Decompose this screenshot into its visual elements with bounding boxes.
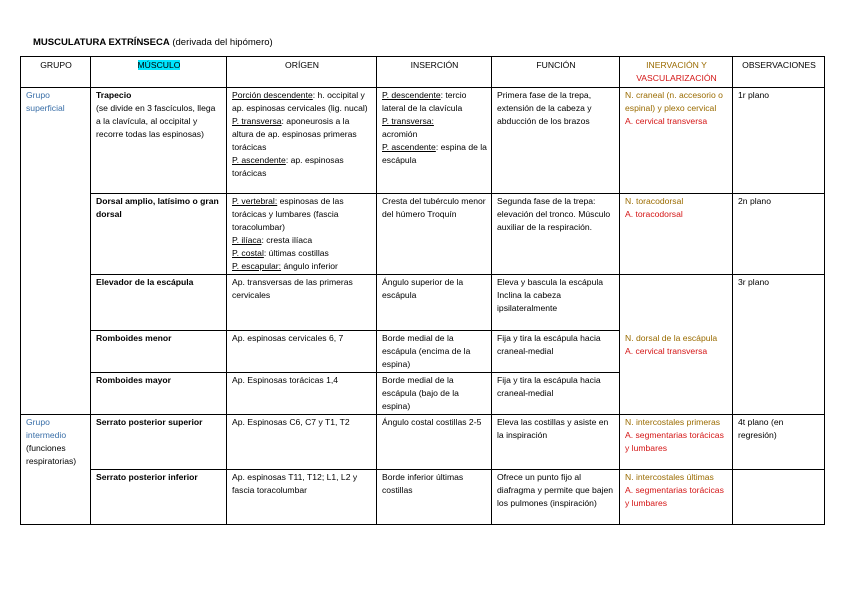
title-main: MUSCULATURA EXTRÍNSECA: [33, 37, 170, 48]
insertion-serrato-superior: Ángulo costal costillas 2-5: [377, 415, 492, 470]
innervation-trapecio: [620, 88, 733, 194]
artery-text: A. toracodorsal: [625, 209, 683, 219]
insertion-serrato-inferior: Borde inferior últimas costillas: [377, 470, 492, 525]
header-origen: ORÍGEN: [227, 57, 377, 88]
insertion-label: P. ascendente: [382, 142, 436, 152]
origin-label: P. ascendente: [232, 155, 286, 165]
muscle-note: (se divide en 3 fascículos, llega a la clavícula, al occipital y recorre todas las espinosas): [96, 103, 216, 139]
insertion-label: P. descendente: [382, 90, 441, 100]
insertion-trapecio: [377, 88, 492, 194]
insertion-text: : espina de la escápula: [382, 142, 487, 165]
row-dorsal: [21, 194, 825, 275]
origin-text: : cresta ilíaca: [261, 235, 313, 245]
nerve-text: N. toracodorsal: [625, 196, 684, 206]
header-insercion: INSERCIÓN: [377, 57, 492, 88]
insertion-text: acromión: [382, 129, 418, 139]
innervation-serrato-inferior: [620, 470, 733, 525]
group-intermedio-label: Grupo intermedio: [26, 417, 67, 440]
muscle-table: [20, 56, 825, 525]
obs-serrato-inferior: [733, 470, 825, 525]
insertion-romboides-menor: Borde medial de la escápula (encima de la espina): [377, 331, 492, 373]
group-superficial: Grupo superficial: [21, 88, 91, 415]
artery-text: A. segmentarias torácicas y lumbares: [625, 485, 724, 508]
row-elevador: [21, 275, 825, 331]
nerve-text: N. dorsal de la escápula: [625, 332, 718, 343]
insertion-elevador: Ángulo superior de la escápula: [377, 275, 492, 331]
innervation-serrato-superior: [620, 415, 733, 470]
origin-label: P. transversa: [232, 116, 282, 126]
origin-label: P. escapular:: [232, 261, 282, 271]
function-elevador: [492, 275, 620, 331]
innervation-dorsal: [620, 194, 733, 275]
muscle-trapecio: [91, 88, 227, 194]
row-serrato-inferior: [21, 470, 825, 525]
obs-trapecio: 1r plano: [733, 88, 825, 194]
header-inervacion: [620, 57, 733, 88]
header-observaciones: OBSERVACIONES: [733, 57, 825, 88]
nerve-text: N. craneal (n. accesorio o espinal) y plexo cervical: [625, 90, 723, 113]
header-inervacion-line2: VASCULARIZACIÓN: [636, 73, 717, 83]
title-sub: (derivada del hipómero): [172, 37, 273, 48]
origin-serrato-superior: Ap. Espinosas C6, C7 y T1, T2: [227, 415, 377, 470]
insertion-text: : tercio lateral de la clavícula: [382, 90, 467, 113]
muscle-dorsal: Dorsal amplio, latísimo o gran dorsal: [91, 194, 227, 275]
nerve-text: N. intercostales primeras: [625, 417, 721, 427]
nerve-text: N. intercostales últimas: [625, 472, 714, 482]
artery-text: A. segmentarias torácicas y lumbares: [625, 430, 724, 453]
origin-text: : h. occipital y ap. espinosas cervicales (lig. nucal): [232, 90, 368, 113]
muscle-romboides-mayor: Romboides mayor: [91, 373, 227, 415]
document-title: [33, 37, 273, 48]
function-serrato-superior: Eleva las costillas y asiste en la inspiración: [492, 415, 620, 470]
muscle-name: Trapecio: [96, 90, 132, 100]
muscle-serrato-superior: Serrato posterior superior: [91, 415, 227, 470]
artery-text: A. cervical transversa: [625, 345, 708, 356]
obs-dorsal: 2n plano: [733, 194, 825, 275]
artery-text: A. cervical transversa: [625, 116, 708, 126]
function-text: Eleva y bascula la escápula: [497, 277, 604, 287]
muscle-serrato-inferior: Serrato posterior inferior: [91, 470, 227, 525]
origin-dorsal: [227, 194, 377, 275]
function-romboides-mayor: Fija y tira la escápula hacia craneal-medial: [492, 373, 620, 415]
origin-romboides-mayor: Ap. Espinosas torácicas 1,4: [227, 373, 377, 415]
origin-label: P. ilíaca: [232, 235, 262, 245]
group-intermedio-note: (funciones respiratorias): [26, 443, 77, 466]
origin-text: ángulo inferior: [281, 261, 338, 271]
origin-label: P. vertebral:: [232, 196, 278, 206]
header-grupo: GRUPO: [21, 57, 91, 88]
origin-serrato-inferior: Ap. espinosas T11, T12; L1, L2 y fascia toracolumbar: [227, 470, 377, 525]
origin-text: : aponeurosis a la altura de ap. espinosas primeras torácicas: [232, 116, 357, 152]
obs-serrato-superior: 4t plano (en regresión): [733, 415, 825, 470]
muscle-elevador: Elevador de la escápula: [91, 275, 227, 331]
innervation-escapular: [620, 275, 733, 415]
group-intermedio: [21, 415, 91, 525]
header-funcion: FUNCIÓN: [492, 57, 620, 88]
origin-text: : últimas costillas: [263, 248, 329, 258]
row-trapecio: [21, 88, 825, 194]
obs-elevador: 3r plano: [733, 275, 825, 415]
function-text: Inclina la cabeza ipsilateralmente: [497, 290, 562, 313]
header-musculo: [91, 57, 227, 88]
function-serrato-inferior: Ofrece un punto fijo al diafragma y permite que bajen los pulmones (inspiración): [492, 470, 620, 525]
header-row: [21, 57, 825, 88]
header-inervacion-line1: INERVACIÓN Y: [646, 60, 707, 70]
function-romboides-menor: Fija y tira la escápula hacia craneal-medial: [492, 331, 620, 373]
row-serrato-superior: [21, 415, 825, 470]
function-trapecio: Primera fase de la trepa, extensión de la cabeza y abducción de los brazos: [492, 88, 620, 194]
insertion-dorsal: Cresta del tubérculo menor del húmero Troquín: [377, 194, 492, 275]
origin-elevador: Ap. transversas de las primeras cervicales: [227, 275, 377, 331]
origin-label: Porción descendente: [232, 90, 313, 100]
origin-romboides-menor: Ap. espinosas cervicales 6, 7: [227, 331, 377, 373]
origin-trapecio: [227, 88, 377, 194]
origin-text: : ap. espinosas torácicas: [232, 155, 344, 178]
insertion-romboides-mayor: Borde medial de la escápula (bajo de la espina): [377, 373, 492, 415]
header-musculo-label: MÚSCULO: [137, 60, 181, 70]
function-dorsal: Segunda fase de la trepa: elevación del tronco. Músculo auxiliar de la respiración.: [492, 194, 620, 275]
origin-label: P. costal: [232, 248, 264, 258]
muscle-romboides-menor: Romboides menor: [91, 331, 227, 373]
origin-text: espinosas de las torácicas y lumbares (fascia toracolumbar): [232, 196, 344, 232]
insertion-label: P. transversa:: [382, 116, 434, 126]
